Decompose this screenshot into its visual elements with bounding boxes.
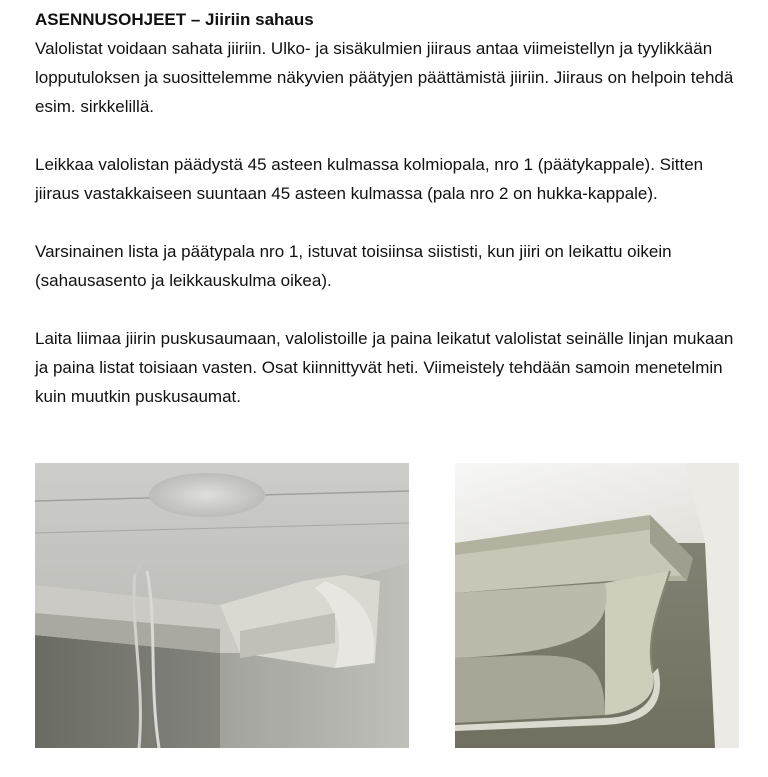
corner-molding-illustration [35,463,409,748]
paragraph-2: Leikkaa valolistan päädystä 45 asteen kulmassa kolmiopala, nro 1 (päätykappale). Sitten jiiraus vastakkaiseen suuntaan 45 asteen kulmassa (pala nro 2 on hukka-kappale). [35,155,704,203]
document-body [35,8,735,411]
paragraph-3: Varsinainen lista ja päätypala nro 1, istuvat toisiinsa siististi, kun jiiri on leikattu oikein (sahausasento ja leikkauskulma oikea). [35,242,672,290]
paragraph-4: Laita liimaa jiirin puskusaumaan, valolistoille ja paina leikatut valolistat seinälle linjan mukaan ja paina listat toisiaan vasten. Osat kiinnittyvät heti. Viimeistely tehdään samoin menetelmin kuin muutkin puskusaumat. [35,329,734,406]
title-separator: – [186,10,206,29]
title-main: ASENNUSOHJEET [35,10,187,29]
title-sub: Jiiriin sahaus [205,10,314,29]
photo-inside-corner-molding [35,463,409,748]
end-cap-molding-illustration [455,463,739,748]
page-title [35,8,735,32]
photo-molding-end-cap [455,463,739,748]
paragraph-1: Valolistat voidaan sahata jiiriin. Ulko- ja sisäkulmien jiiraus antaa viimeistellyn ja tyylikkään lopputuloksen ja suosittelemme näkyvien päätyjen päättämistä jiiriin. Jiiraus on helpoin tehdä esim. sirkkelillä. [35,39,734,116]
